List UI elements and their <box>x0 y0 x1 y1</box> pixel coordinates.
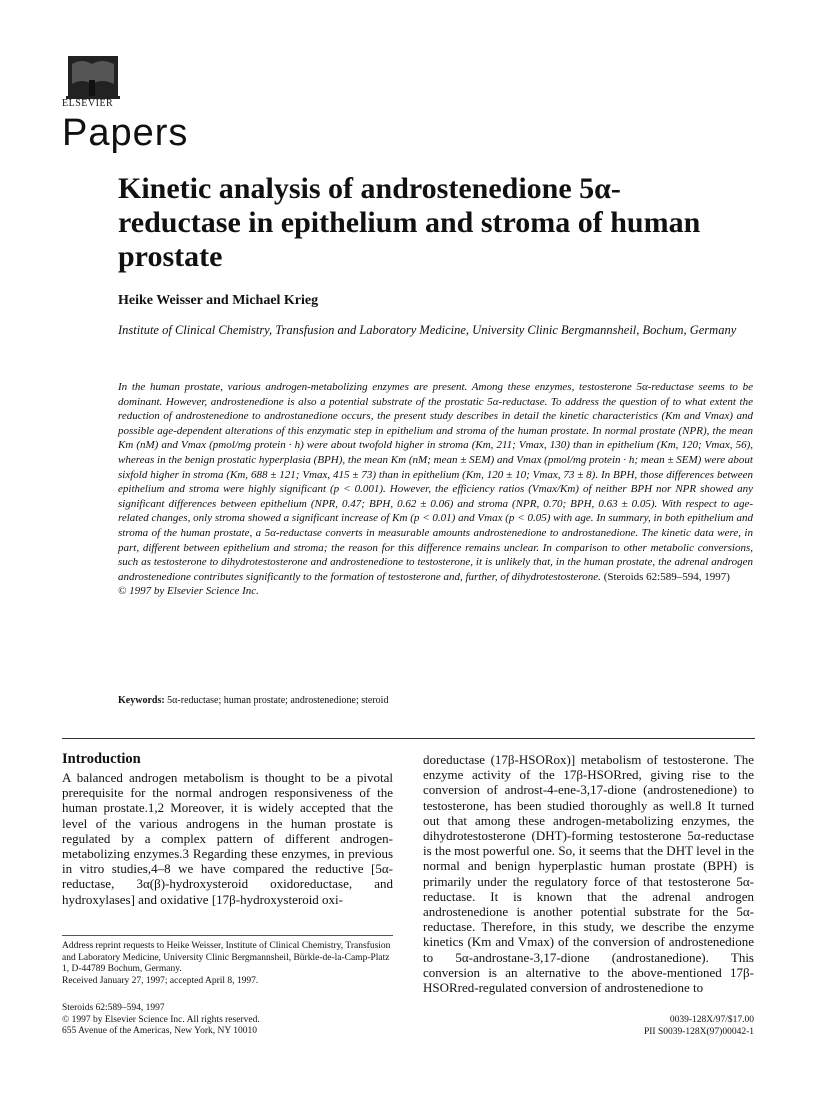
author-affiliation: Institute of Clinical Chemistry, Transfusion and Laboratory Medicine, University Clinic Bergmannsheil, Bochum, Germany <box>118 323 737 337</box>
keywords-label: Keywords: <box>118 695 165 706</box>
footer-identifiers <box>540 1015 754 1038</box>
footer-address: 655 Avenue of the Americas, New York, NY 10010 <box>62 1026 257 1036</box>
article-title: Kinetic analysis of androstenedione 5α-reductase in epithelium and stroma of human prostate <box>118 172 701 273</box>
footnote <box>62 941 397 987</box>
footer-pii: PII S0039-128X(97)00042-1 <box>643 1026 754 1037</box>
footer-citation: Steroids 62:589–594, 1997 <box>62 1003 165 1013</box>
footer-copyright: © 1997 by Elsevier Science Inc. All rights reserved. <box>62 1014 260 1025</box>
intro-heading: Introduction <box>62 751 141 767</box>
abstract-citation: (Steroids 62:589–594, 1997) <box>603 570 730 583</box>
abstract <box>118 380 753 599</box>
footnote-dates: Received January 27, 1997; accepted April 8, 1997. <box>62 975 259 986</box>
elsevier-logo <box>62 54 124 104</box>
abstract-copyright: © 1997 by Elsevier Science Inc. <box>118 585 259 598</box>
footnote-divider <box>62 935 393 936</box>
keywords-list: 5α-reductase; human prostate; androstenedione; steroid <box>167 695 389 706</box>
article-authors: Heike Weisser and Michael Krieg <box>118 293 319 308</box>
intro-text-left: A balanced androgen metabolism is thought to be a pivotal prerequisite for the normal androgen responsiveness of the human prostate.1,2 Moreover, it is widely accepted that the level of the various androgens in the human prostate is regulated by a complex pattern of different androgen-metabolizing enzymes.3 Regarding these enzymes, in previous in vitro studies,4–8 we have compared the reductive [5α-reductase, 3α(β)-hydroxysteroid oxidoreductase, and hydroxylases] and oxidative [17β-hydroxysteroid oxi- <box>62 770 393 907</box>
section-divider <box>62 738 755 739</box>
keywords <box>118 695 388 706</box>
footer-issn: 0039-128X/97/$17.00 <box>669 1015 754 1025</box>
section-heading: Papers <box>62 112 189 154</box>
intro-text-right: doreductase (17β-HSORox)] metabolism of testosterone. The enzyme activity of the 17β-HSORred, giving rise to the conversion of androst-4-ene-3,17-dione (androstenedione) to testosterone, has been studied thoroughly as well.8 It turned out that among these androgen-metabolizing enzymes, the dihydrotestosterone (DHT)-forming testosterone 5α-reductase is the most powerful one. So, it seems that the DHT level in the normal and benign hyperplastic human prostate (BPH) is primarily under the regulatory force of that testosterone 5α-reductase. It is known that the adrenal androgen androstenedione is another potential substrate for the 5α-reductase. Therefore, in this study, we describe the enzyme kinetics (Km and Vmax) of the conversion of androstenedione to 5α-androstane-3,17-dione (androstanedione). This conversion is an alternative to the above-mentioned 17β-HSORred-regulated conversion of androstenedione to <box>423 752 754 996</box>
footnote-address: Address reprint requests to Heike Weisser, Institute of Clinical Chemistry, Transfusion and Laboratory Medicine, University Clinic Bergmannsheil, Bürkle-de-la-Camp-Platz 1, D-44789 Bochum, Germany. <box>62 941 391 974</box>
publisher-name: ELSEVIER <box>62 98 114 109</box>
abstract-text: In the human prostate, various androgen-metabolizing enzymes are present. Among these enzymes, testosterone 5α-reductase seems to be dominant. However, androstenedione is also a potential substrate of the prostatic 5α-reductase. To address the question of to what extent the reduction of androstenedione to androstanedione occurs, the present study describes in detail the kinetic characteristics (Km and Vmax) and possible age-dependent alterations of this enzymatic step in epithelium and stroma of the human prostate. In normal prostate (NPR), the mean Km (nM) and Vmax (pmol/mg protein · h) were about twofold higher in stroma (Km, 211; Vmax, 130) than in epithelium (Km, 120; Vmax, 56), whereas in the benign prostatic hyperplasia (BPH), the mean Km (nM; mean ± SEM) and Vmax (pmol/mg protein · h; mean ± SEM) were about sixfold higher in stroma (Km, 688 ± 121; Vmax, 415 ± 73) than in epithelium (Km, 120 ± 10; Vmax, 73 ± 8). In BPH, those differences between epithelium and stroma were highly significant (p < 0.001). However, the efficiency ratios (Vmax/Km) of neither BPH nor NPR showed any significant differences between epithelium (NPR, 0.47; BPH, 0.62 ± 0.06) and stroma (NPR, 0.70; BPH, 0.63 ± 0.05). With respect to age-related changes, only stroma showed a significant increase of Km (p < 0.01) and Vmax (p < 0.05) with age. In summary, in both epithelium and stroma of the human prostate, a 5α-reductase converts in measurable amounts androstenedione to androstanedione. The kinetic data were, in part, different between epithelium and stroma; the reason for this difference remains unclear. In comparison to other metabolic conversions, such as testosterone to dihydrotestosterone and androstenedione to testosterone, it is unlikely that, in the human prostate, the adrenal androgen androstenedione contributes significantly to the formation of testosterone and, further, of dihydrotestosterone. <box>118 381 753 583</box>
footer-journal-info <box>62 1003 260 1038</box>
